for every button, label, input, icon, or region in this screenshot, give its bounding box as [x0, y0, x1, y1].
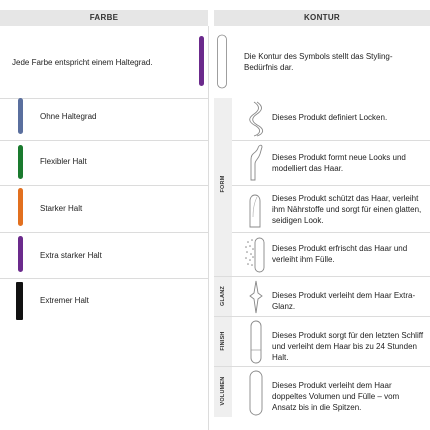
shape-icon — [246, 142, 266, 187]
divider — [214, 316, 430, 317]
color-bar-flexibel — [18, 145, 23, 179]
color-bar-intro — [199, 36, 204, 86]
divider — [214, 366, 430, 367]
farbe-label-stark: Starker Halt — [40, 204, 83, 213]
color-bar-extrem — [16, 282, 23, 320]
divider — [208, 98, 209, 430]
color-bar-extra-stark — [18, 236, 23, 272]
farbe-label-extra-stark: Extra starker Halt — [40, 251, 102, 260]
color-bar-stark — [18, 188, 23, 226]
divider — [0, 278, 209, 279]
kontur-text-schutz: Dieses Produkt schützt das Haar, verleiht ihm Nährstoffe und sorgt für einen glatten, seidigen Look. — [272, 194, 422, 225]
divider — [208, 26, 209, 98]
category-volumen: VOLUMEN — [220, 376, 226, 406]
divider — [0, 185, 209, 186]
kontur-text-form: Dieses Produkt formt neue Looks und modelliert das Haar. — [272, 153, 406, 173]
kontur-text-finish: Dieses Produkt sorgt für den letzten Schliff und verleiht dem Haar bis zu 24 Stunden Halt. — [272, 331, 424, 362]
farbe-label-flexibel: Flexibler Halt — [40, 157, 87, 166]
kontur-text-glanz: Dieses Produkt verleiht dem Haar Extra-Glanz. — [272, 291, 416, 311]
farbe-intro: Jede Farbe entspricht einem Haltegrad. — [12, 58, 153, 67]
farbe-label-extrem: Extremer Halt — [40, 296, 89, 305]
volume-icon — [248, 370, 264, 421]
header-farbe: FARBE — [0, 10, 208, 26]
smooth-icon — [245, 187, 265, 234]
kontur-text-locken: Dieses Produkt definiert Locken. — [272, 113, 388, 122]
divider — [0, 232, 209, 233]
outline-icon — [216, 34, 228, 95]
category-finish: FINISH — [220, 331, 226, 351]
kontur-text-volumen: Dieses Produkt verleiht dem Haar doppeltes Volumen und Fülle – vom Ansatz bis in die Spitzen. — [272, 381, 400, 412]
farbe-label-ohne: Ohne Haltegrad — [40, 112, 97, 121]
curls-icon — [246, 100, 266, 143]
category-glanz: GLANZ — [220, 286, 226, 306]
divider — [0, 140, 209, 141]
divider — [0, 98, 209, 99]
kontur-text-erfrischt: Dieses Produkt erfrischt das Haar und verleiht ihm Fülle. — [272, 244, 408, 264]
shine-icon — [248, 279, 264, 320]
refresh-icon — [244, 234, 270, 279]
kontur-intro: Die Kontur des Symbols stellt das Styling-Bedürfnis dar. — [244, 52, 393, 72]
header-kontur: KONTUR — [214, 10, 430, 26]
color-bar-ohne — [18, 98, 23, 134]
finish-icon — [249, 320, 263, 369]
category-form: FORM — [220, 175, 226, 193]
